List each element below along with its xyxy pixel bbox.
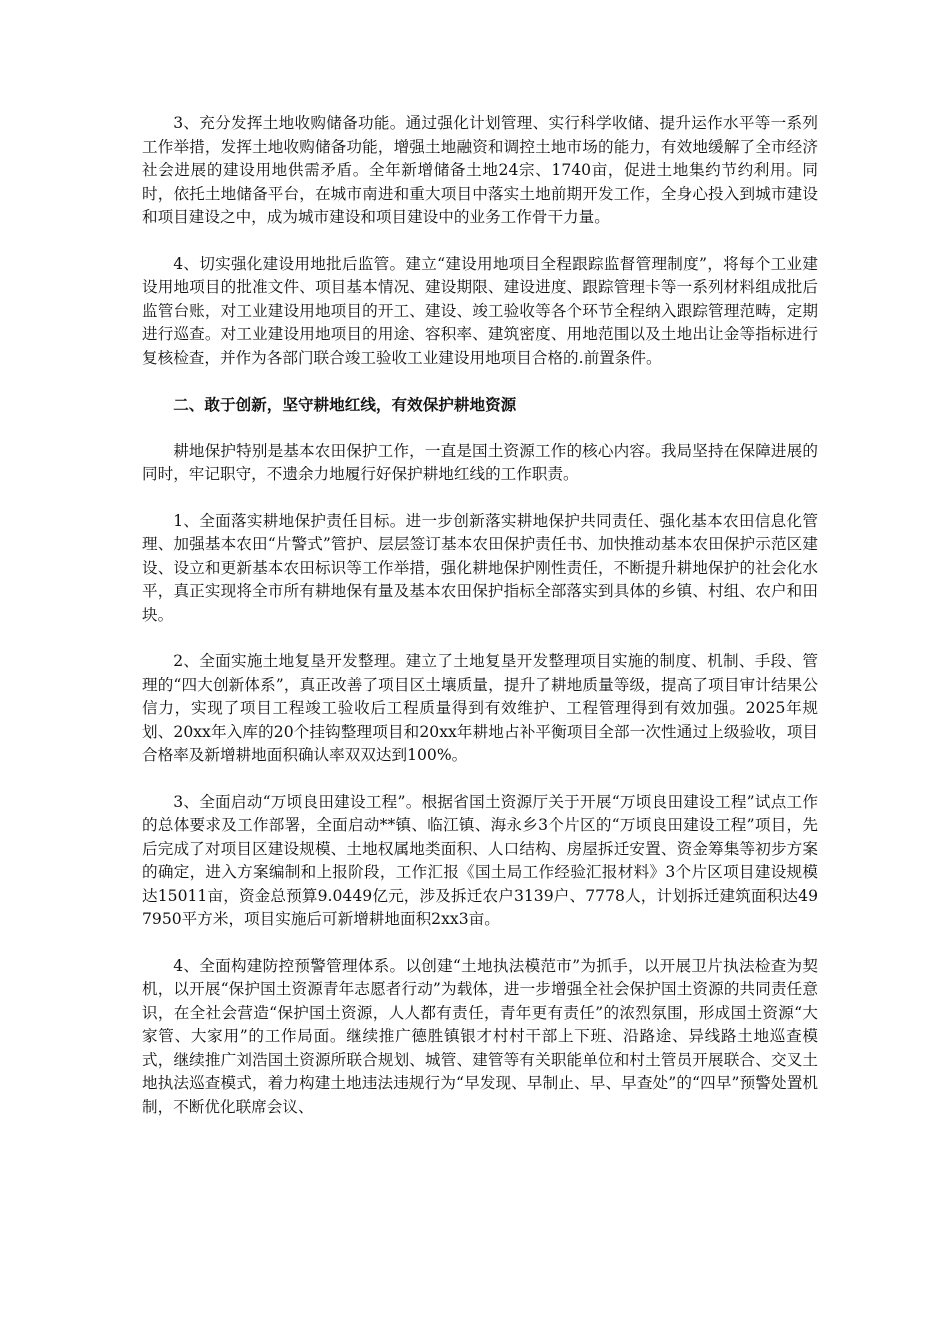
paragraph-land-reserve: 3、充分发挥土地收购储备功能。通过强化计划管理、实行科学收储、提升运作水平等一系列工作举措，发挥土地收购储备功能，增强土地融资和调控土地市场的能力，有效地缓解了全市经济社会进展的建设用地供需矛盾。全年新增储备土地24宗、1740亩，促进土地集约节约利用。同时，依托土地储备平台，在城市南进和重大项目中落实土地前期开发工作，全身心投入到城市建设和项目建设之中，成为城市建设和项目建设中的业务工作骨干力量。 (142, 114, 818, 226)
paragraph-farmland-intro: 耕地保护特别是基本农田保护工作，一直是国土资源工作的核心内容。我局坚持在保障进展的同时，牢记职守，不遗余力地履行好保护耕地红线的工作职责。 (142, 441, 818, 483)
section-heading: 二、敢于创新，坚守耕地红线，有效保护耕地资源 (173, 395, 517, 414)
paragraph-protection-responsibility: 1、全面落实耕地保护责任目标。进一步创新落实耕地保护共同责任、强化基本农田信息化管理、加强基本农田“片警式”管护、层层签订基本农田保护责任书、加快推动基本农田保护示范区建设、设立和更新基本农田标识等工作举措，强化耕地保护刚性责任，不断提升耕地保护的社会化水平，真正实现将全市所有耕地保有量及基本农田保护指标全部落实到具体的乡镇、村组、农户和田块。 (142, 511, 818, 624)
paragraph-early-warning-system: 4、全面构建防控预警管理体系。以创建“土地执法模范市”为抓手，以开展卫片执法检查为契机，以开展“保护国土资源青年志愿者行动”为载体，进一步增强全社会保护国土资源的共同责任意识，在全社会营造“保护国土资源，人人都有责任，青年更有责任”的浓烈氛围，形成国土资源“大家管、大家用”的工作局面。继续推广德胜镇银才村村干部上下班、沿路途、异线路土地巡查模式，继续推广刘浩国土资源所联合规划、城管、建管等有关职能单位和村土管员开展联合、交叉土地执法巡查模式，着力构建土地违法违规行为“早发现、早制止、早、早查处”的“四早”预警处置机制，不断优化联席会议、 (142, 956, 818, 1116)
paragraph-land-reclamation: 2、全面实施土地复垦开发整理。建立了土地复垦开发整理项目实施的制度、机制、手段、管理的“四大创新体系”，真正改善了项目区土壤质量，提升了耕地质量等级，提高了项目审计结果公信力，实现了项目工程竣工验收后工程质量得到有效维护、工程管理得到有效加强。2025年规划、20xx年入库的20个挂钩整理项目和20xx年耕地占补平衡项目全部一次性通过上级验收，项目合格率及新增耕地面积确认率双双达到100%。 (142, 652, 818, 764)
paragraph-fertile-fields-project: 3、全面启动“万顷良田建设工程”。根据省国土资源厅关于开展“万顷良田建设工程”试点工作的总体要求及工作部署，全面启动**镇、临江镇、海永乡3个片区的“万顷良田建设工程”项目，先后完成了对项目区建设规模、土地权属地类面积、人口结构、房屋拆迁安置、资金筹集等初步方案的确定，进入方案编制和上报阶段，工作汇报《国土局工作经验汇报材料》3个片区项目建设规模达15011亩，资金总预算9.0449亿元，涉及拆迁农户3139户、7778人，计划拆迁建筑面积达497950平方米，项目实施后可新增耕地面积2xx3亩。 (142, 792, 818, 928)
document-page (142, 112, 818, 1142)
paragraph-post-approval-supervision: 4、切实强化建设用地批后监管。建立“建设用地项目全程跟踪监督管理制度”，将每个工业建设用地项目的批准文件、项目基本情况、建设期限、建设进度、跟踪管理卡等一系列材料组成批后监管台账，对工业建设用地项目的开工、建设、竣工验收等各个环节全程纳入跟踪管理范畴，定期进行巡查。对工业建设用地项目的用途、容积率、建筑密度、用地范围以及土地出让金等指标进行复核检查，并作为各部门联合竣工验收工业建设用地项目合格的.前置条件。 (142, 254, 818, 367)
